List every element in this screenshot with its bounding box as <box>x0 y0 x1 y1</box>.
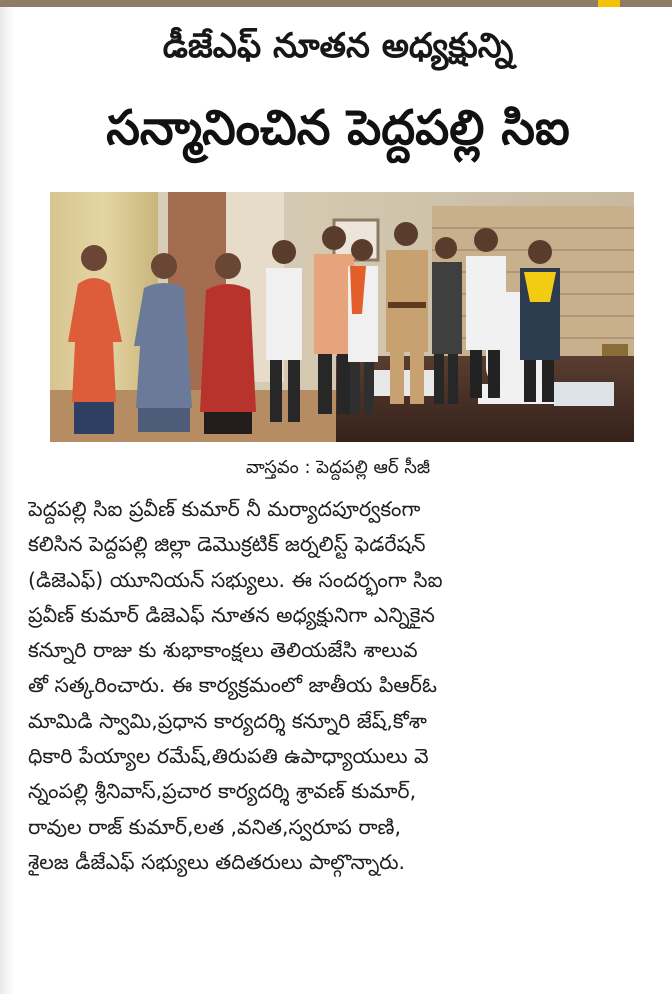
article-line-3: (డిజెఎఫ్) యూనియన్ సభ్యులు. ఈ సందర్భంగా సిఐ <box>28 567 443 592</box>
page-edge-shadow <box>0 7 14 994</box>
top-accent-tab <box>598 0 620 7</box>
top-border-rule <box>0 0 672 7</box>
desk-paper <box>374 370 438 396</box>
article-line-6: తో సత్కరించారు. ఈ కార్యక్రమంలో జాతీయ పిఆర్ఓ <box>28 673 437 698</box>
article-line-9: న్నంపల్లి శ్రీనివాస్,ప్రచార కార్యదర్శి శ్రావణ్ కుమార్, <box>28 779 417 804</box>
news-photo <box>50 192 634 442</box>
article-line-10: రావుల రాజ్ కుమార్,లత ,వనిత,స్వరూప రాణి, <box>28 814 401 839</box>
article-line-2: కలిసిన పెద్దపల్లి జిల్లా డెమొక్రటిక్ జర్నలిస్ట్ ఫెడరేషన్ <box>28 532 426 557</box>
desk-folder <box>554 382 614 406</box>
article-line-5: కన్నూరి రాజు కు శుభాకాంక్షలు తెలియజేసి శాలువ <box>28 638 418 663</box>
photo-credit: వాస్తవం : పెద్దపల్లి ఆర్ సీజీ <box>245 457 431 478</box>
headline-kicker: డీజేఎఫ్ నూతన అధ్యక్షున్ని <box>162 26 514 66</box>
article-line-1: పెద్దపల్లి సిఐ ప్రవీణ్ కుమార్ నీ మర్యాదపూర్వకంగా <box>28 497 421 521</box>
article-body <box>28 492 643 880</box>
article-line-8: ధికారి పేయ్యాల రమేష్,తిరుపతి ఉపాధ్యాయులు వె <box>28 744 429 769</box>
article-line-11: శైలజ డీజేఎఫ్ సభ్యులు తదితరులు పాల్గొన్నారు. <box>28 849 406 874</box>
headline-main: సన్మానించిన పెద్దపల్లి సిఐ <box>106 100 570 156</box>
desk-nameplate <box>602 344 628 356</box>
article-line-7: మామిడి స్వామి,ప్రధాన కార్యదర్శి కన్నూరి జేష్,కోశా <box>28 708 427 733</box>
group-photo-illustration <box>50 192 634 442</box>
article-line-4: ప్రవీణ్ కుమార్ డిజెఎఫ్ నూతన అధ్యక్షునిగా ఎన్నికైన <box>28 602 435 627</box>
